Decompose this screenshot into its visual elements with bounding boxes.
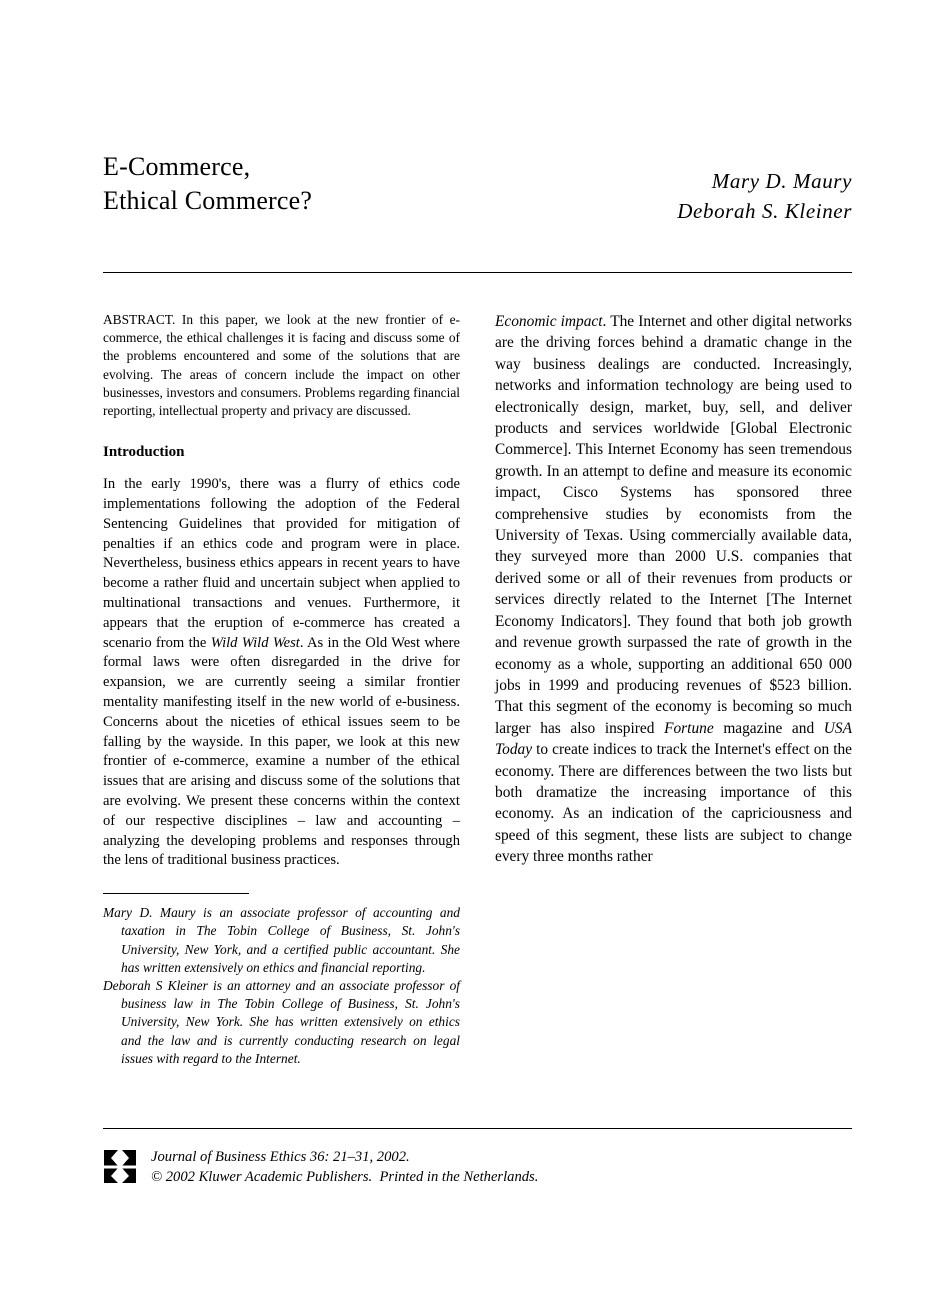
footnote-author-1: Mary D. Maury is an associate professor of accounting and taxation in The Tobin College of Business, St. John's University, New York, and a certified public accountant. She has written extensively on ethics and financial reporting. xyxy=(103,905,460,975)
author-1: Mary D. Maury xyxy=(711,169,852,193)
page-title xyxy=(103,148,312,218)
economic-impact-italic-usa-today: USA Today xyxy=(495,719,853,759)
title-block xyxy=(103,148,852,226)
footer-citation xyxy=(151,1147,538,1187)
title-line-2: Ethical Commerce? xyxy=(103,186,313,215)
footnote-divider xyxy=(103,893,249,894)
title-divider xyxy=(103,272,852,273)
economic-impact-text-c: to create indices to track the Internet's effect on the economy. There are differences between the two lists but both dramatize the increasing importance of this economy. As an indication of the capriciousness and speed of this segment, these lists are subject to change every three months rather xyxy=(495,741,852,866)
right-column xyxy=(495,311,852,1068)
economic-impact-lead: Economic impact xyxy=(495,313,603,330)
footer-journal-name: Journal of Business Ethics xyxy=(151,1149,307,1165)
footnote-author-2: Deborah S Kleiner is an attorney and an associate professor of business law in The Tobin College of Business, St. John's University, New York. She has written extensively on ethics and the law and is currently conducting research on legal issues with regard to the Internet. xyxy=(103,977,460,1066)
abstract-paragraph xyxy=(103,311,460,420)
footer-copyright: © 2002 Kluwer Academic Publishers. Printed in the Netherlands. xyxy=(151,1169,539,1185)
article-content xyxy=(103,148,852,1068)
introduction-paragraph xyxy=(103,475,460,871)
economic-impact-italic-fortune: Fortune xyxy=(664,719,714,737)
section-heading-introduction: Introduction xyxy=(103,444,185,461)
intro-text-b: . As in the Old West where formal laws were often disregarded in the drive for expansion, we are currently seeing a similar frontier mentality manifesting itself in the new world of e-business. Concerns about the niceties of ethical issues seem to be falling by the wayside. In this paper, we look at this new frontier of e-commerce, examine a number of the ethical issues that are arising and discuss some of the solutions that are evolving. We present these concerns within the context of our respective disciplines – law and accounting – analyzing the developing problems and responses through the lens of traditional business practices. xyxy=(103,634,460,869)
economic-impact-paragraph xyxy=(495,311,852,868)
abstract-text: In this paper, we look at the new frontier of e-commerce, the ethical challenges it is facing and discuss some of the problems encountered and some of the solutions that are evolving. The areas of concern include the impact on other businesses, investors and consumers. Problems regarding financial reporting, intellectual property and privacy are discussed. xyxy=(103,312,461,419)
author-list xyxy=(677,148,852,226)
left-column xyxy=(103,311,460,1068)
publisher-logo-icon xyxy=(103,1149,137,1183)
intro-text-a: In the early 1990's, there was a flurry of ethics code implementations following the adoption of the Federal Sentencing Guidelines that provided for mitigation of penalties if an ethics code and program were in place. Nevertheless, business ethics appears in recent years to have become a rather fluid and uncertain subject when applied to multinational transactions and venues. Furthermore, it appears that the eruption of e-commerce has created a scenario from the xyxy=(103,476,460,651)
intro-italic-wild-wild-west: Wild Wild West xyxy=(210,634,300,651)
two-column-body xyxy=(103,311,852,1068)
author-2: Deborah S. Kleiner xyxy=(677,199,852,223)
footer-volume-pages: 36: 21–31, 2002. xyxy=(306,1149,410,1165)
footnote-block xyxy=(103,893,460,1068)
abstract-label: ABSTRACT. xyxy=(103,312,176,327)
footer-divider xyxy=(103,1128,852,1129)
economic-impact-text-b: magazine and xyxy=(713,719,824,737)
page-footer xyxy=(103,1128,852,1187)
economic-impact-text-a: . The Internet and other digital networks are the driving forces behind a dramatic change in the way business dealings are conducted. Increasingly, networks and information technology are being used to electronically design, market, buy, sell, and deliver products and services worldwide [Global Electronic Commerce]. This Internet Economy has seen tremendous growth. In an attempt to define and measure its economic impact, Cisco Systems has sponsored three comprehensive studies by economists from the University of Texas. Using commercially available data, they surveyed more than 2000 U.S. companies that derived some or all of their revenues from products or services directly related to the Internet [The Internet Economy Indicators]. They found that both job growth and revenue growth surpassed the rate of growth in the economy as a whole, supporting an additional 650 000 jobs in 1999 and producing revenues of $523 billion. That this segment of the economy is becoming so much larger has also inspired xyxy=(495,313,853,737)
title-line-1: E-Commerce, xyxy=(103,152,251,181)
